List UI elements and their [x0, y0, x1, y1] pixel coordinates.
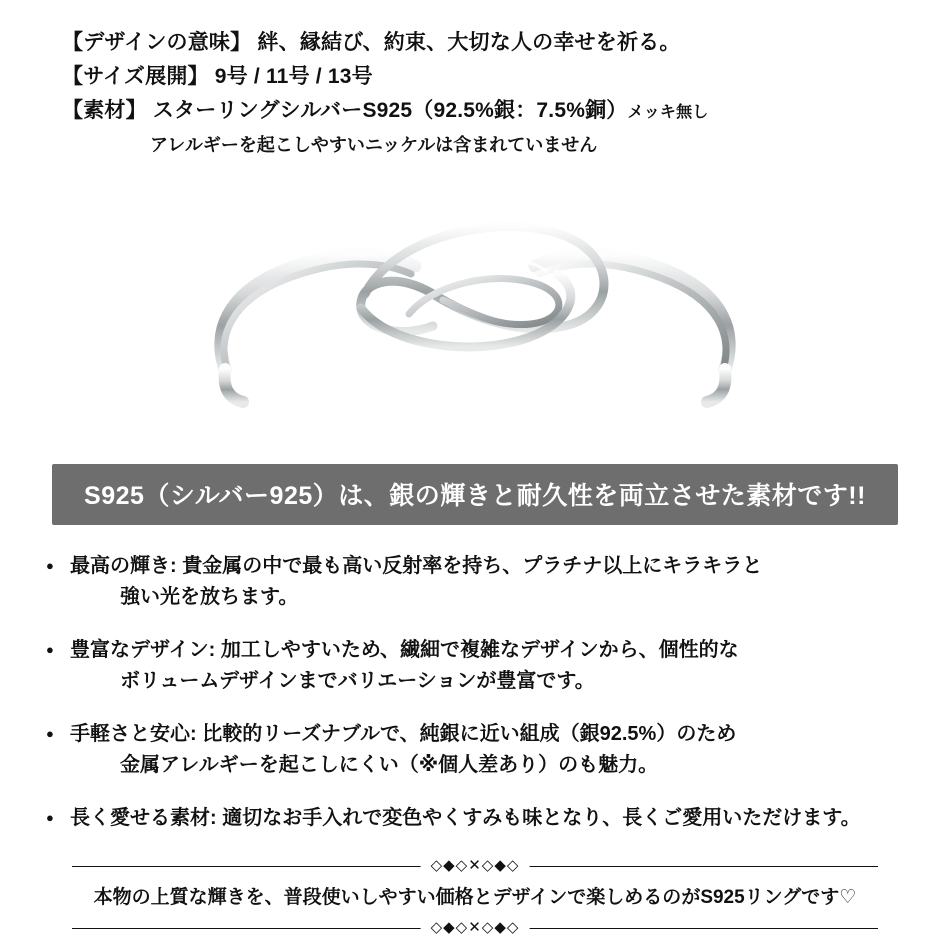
divider-bottom [72, 917, 878, 939]
spec-line-size-range [62, 60, 910, 94]
spec-material-note: アレルギーを起こしやすいニッケルは含まれていません [150, 135, 598, 155]
divider-top [72, 855, 878, 877]
spec-line-design-meaning [62, 26, 910, 60]
spec-value-size-range: 9号 / 11号 / 13号 [214, 65, 373, 88]
feature-affordable-line2: 金属アレルギーを起こしにくい（※個人差あり）のも魅力。 [120, 754, 659, 776]
list-item [44, 719, 920, 781]
footer [0, 855, 950, 939]
feature-design-line2: ボリュームデザインまでバリエーションが豊富です。 [120, 670, 595, 692]
diamond-cross-ornament-icon: ◇◆◇✕◇◆◇ [421, 917, 530, 939]
list-item [44, 803, 920, 833]
spec-label-material: 【素材】 [62, 99, 147, 122]
diamond-cross-ornament-icon: ◇◆◇✕◇◆◇ [421, 855, 530, 877]
spec-line-material [62, 94, 910, 130]
feature-design-line1: ● 豊富なデザイン: 加工しやすいため、繊細で複雑なデザインから、個性的な [70, 639, 739, 661]
feature-affordable-line1: ● 手軽さと安心: 比較的リーズナブルで、純銀に近い組成（銀92.5%）のため [70, 723, 737, 745]
spec-value-material-suffix: メッキ無し [627, 104, 709, 121]
list-item [44, 635, 920, 697]
spec-value-material: スターリングシルバーS925（92.5%銀：7.5%銅） [152, 99, 628, 122]
spec-block [0, 0, 950, 160]
list-item [44, 551, 920, 613]
footer-message: 本物の上質な輝きを、普段使いしやすい価格とデザインで楽しめるのがS925リングです♡ [93, 887, 857, 908]
feature-list [0, 551, 950, 833]
material-banner: S925（シルバー925）は、銀の輝きと耐久性を両立させた素材です!! [52, 464, 898, 525]
silver-knot-ring-icon [165, 174, 785, 434]
feature-shine-line1: ● 最高の輝き: 貴金属の中で最も高い反射率を持ち、プラチナ以上にキラキラと [70, 555, 763, 577]
spec-label-size-range: 【サイズ展開】 [62, 65, 209, 88]
feature-shine-line2: 強い光を放ちます。 [120, 586, 299, 608]
spec-value-design-meaning: 絆、縁結び、約束、大切な人の幸せを祈る。 [257, 31, 681, 54]
feature-durable-line1: ● 長く愛せる素材: 適切なお手入れで変色やくすみも味となり、長くご愛用いただけます。 [70, 807, 861, 829]
product-photo [0, 174, 950, 444]
spec-label-design-meaning: 【デザインの意味】 [62, 31, 252, 54]
